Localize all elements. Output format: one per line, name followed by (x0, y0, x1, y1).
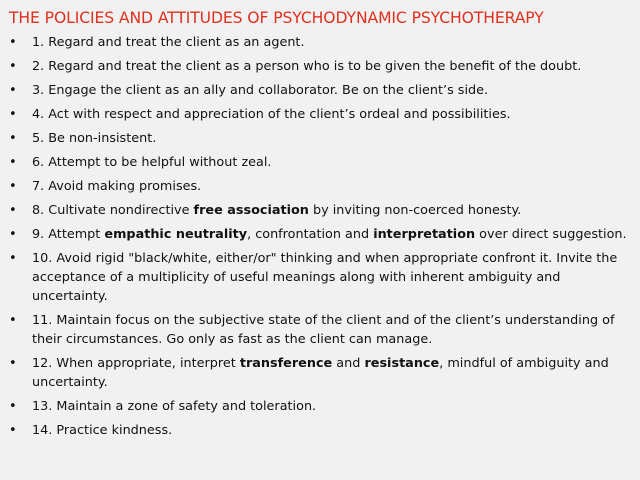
item-text: 14. Practice kindness. (32, 423, 173, 438)
bullet-dot-icon: • (9, 155, 17, 170)
bold-term: free association (193, 203, 309, 218)
bullet-dot-icon: • (9, 227, 17, 242)
item-text: 1. Regard and treat the client as an agent. (32, 35, 305, 50)
bullet-dot-icon: • (9, 131, 17, 146)
slide-title: THE POLICIES AND ATTITUDES OF PSYCHODYNAMIC PSYCHOTHERAPY (9, 9, 544, 27)
bold-term: empathic neutrality (104, 227, 248, 242)
bold-term: interpretation (373, 227, 476, 242)
list-item (9, 397, 628, 416)
item-text: , mindful of ambiguity and uncertainty. (32, 356, 609, 390)
list-item (9, 201, 628, 220)
item-text: 7. Avoid making promises. (32, 179, 202, 194)
item-text: 6. Attempt to be helpful without zeal. (32, 155, 272, 170)
list-item (9, 421, 628, 440)
item-text: , confrontation and (247, 227, 374, 242)
item-text: 10. Avoid rigid "black/white, either/or" thinking and when appropriate confront it. Invite the acceptance of a multiplicity of useful meanings along with inherent ambiguity and uncertainty. (32, 251, 618, 304)
item-text: 11. Maintain focus on the subjective state of the client and of the client’s understanding of their circumstances. Go only as fast as the client can manage. (32, 313, 615, 347)
policy-list (9, 33, 628, 440)
list-item (9, 153, 628, 172)
item-text: 13. Maintain a zone of safety and toleration. (32, 399, 317, 414)
bullet-dot-icon: • (9, 59, 17, 74)
item-text: over direct suggestion. (475, 227, 627, 242)
bullet-dot-icon: • (9, 399, 17, 414)
item-text: 2. Regard and treat the client as a person who is to be given the benefit of the doubt. (32, 59, 582, 74)
bullet-dot-icon: • (9, 423, 17, 438)
item-text: by inviting non-coerced honesty. (308, 203, 522, 218)
bullet-dot-icon: • (9, 203, 17, 218)
list-item (9, 33, 628, 52)
bullet-dot-icon: • (9, 107, 17, 122)
bullet-dot-icon: • (9, 83, 17, 98)
bullet-dot-icon: • (9, 179, 17, 194)
list-item (9, 129, 628, 148)
item-text: 3. Engage the client as an ally and collaborator. Be on the client’s side. (32, 83, 489, 98)
list-item (9, 249, 628, 306)
item-text: 12. When appropriate, interpret (32, 356, 240, 371)
bullet-dot-icon: • (9, 313, 17, 328)
list-item (9, 225, 628, 244)
item-text: 8. Cultivate nondirective (32, 203, 194, 218)
list-item (9, 177, 628, 196)
bullet-dot-icon: • (9, 251, 17, 266)
bullet-dot-icon: • (9, 356, 17, 371)
list-item (9, 57, 628, 76)
item-text: 4. Act with respect and appreciation of the client’s ordeal and possibilities. (32, 107, 511, 122)
list-item (9, 311, 628, 349)
list-item (9, 105, 628, 124)
item-text: 9. Attempt (32, 227, 105, 242)
list-item (9, 354, 628, 392)
bullet-dot-icon: • (9, 35, 17, 50)
item-text: and (332, 356, 365, 371)
bold-term: resistance (364, 356, 440, 371)
list-item (9, 81, 628, 100)
item-text: 5. Be non-insistent. (32, 131, 157, 146)
bold-term: transference (239, 356, 333, 371)
